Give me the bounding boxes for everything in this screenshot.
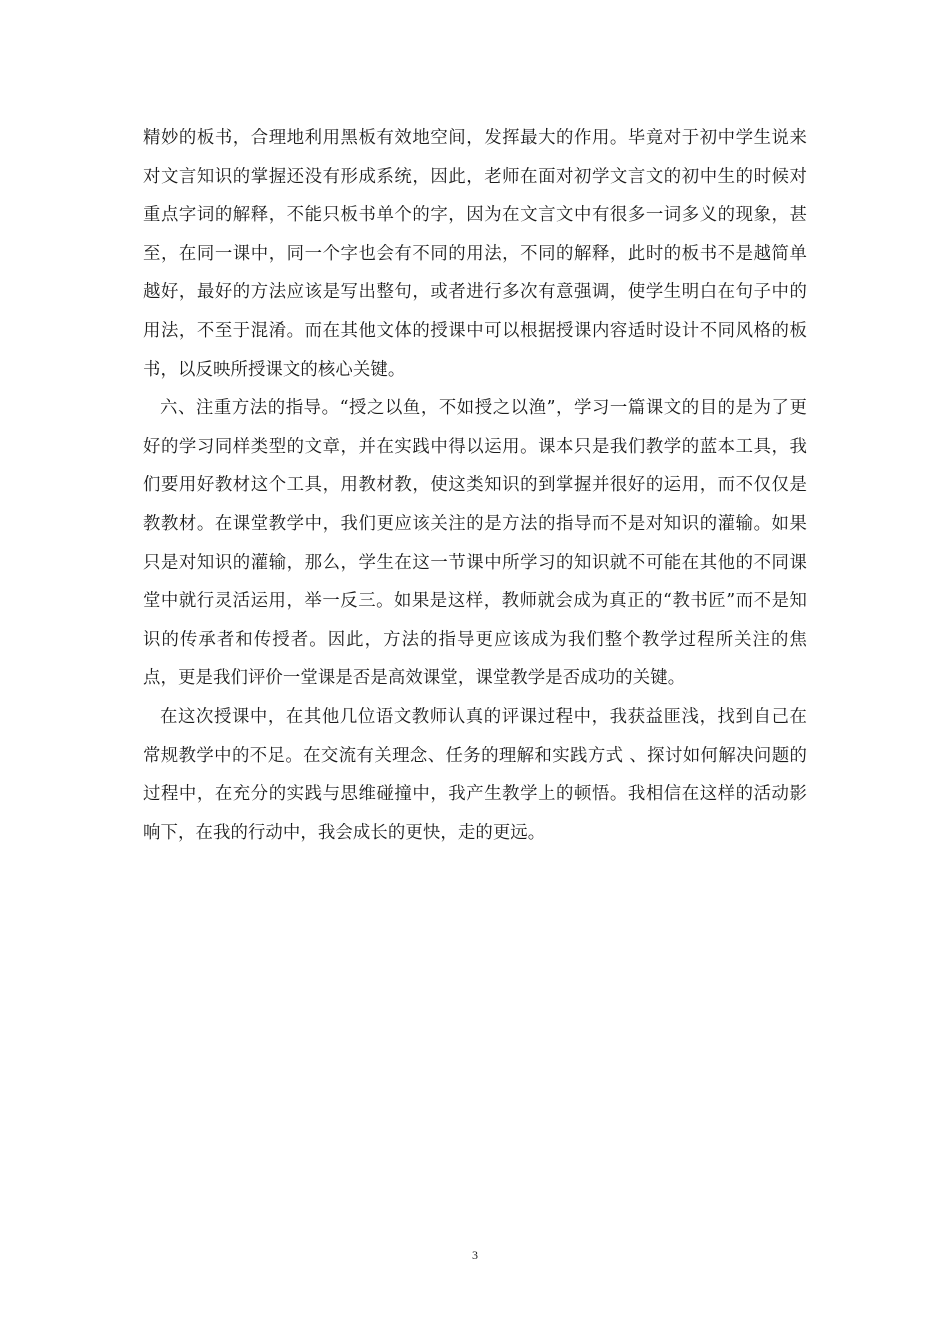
paragraph-reflection: 在这次授课中，在其他几位语文教师认真的评课过程中，我获益匪浅，找到自己在常规教学中的不足。在交流有关理念、任务的理解和实践方式 、探讨如何解决问题的过程中，在充分的实践与思维碰撞中，我产生教学上的顿悟。我相信在这样的活动影响下，在我的行动中，我会成长的更快，走的更远。	[143, 706, 807, 843]
page-number: 3	[472, 1248, 478, 1262]
paragraph-method-guidance: 六、注重方法的指导。“授之以鱼，不如授之以渔”，学习一篇课文的目的是为了更好的学习同样类型的文章，并在实践中得以运用。课本只是我们教学的蓝本工具，我们要用好教材这个工具，用教材教，使这类知识的到掌握并很好的运用，而不仅仅是教教材。在课堂教学中，我们更应该关注的是方法的指导而不是对知识的灌输。如果只是对知识的灌输，那么，学生在这一节课中所学习的知识就不可能在其他的不同课堂中就行灵活运用，举一反三。如果是这样，教师就会成为真正的“教书匠”而不是知识的传承者和传授者。因此，方法的指导更应该成为我们整个教学过程所关注的焦点，更是我们评价一堂课是否是高效课堂，课堂教学是否成功的关键。	[143, 398, 807, 689]
paragraph-blackboard-writing: 精妙的板书，合理地利用黑板有效地空间，发挥最大的作用。毕竟对于初中学生说来对文言知识的掌握还没有形成系统，因此，老师在面对初学文言文的初中生的时候对重点字词的解释，不能只板书单个的字，因为在文言文中有很多一词多义的现象，甚至，在同一课中，同一个字也会有不同的用法，不同的解释，此时的板书不是越简单越好，最好的方法应该是写出整句，或者进行多次有意强调，使学生明白在句子中的用法，不至于混淆。而在其他文体的授课中可以根据授课内容适时设计不同风格的板书，以反映所授课文的核心关键。	[143, 128, 807, 380]
body-text	[143, 119, 807, 852]
